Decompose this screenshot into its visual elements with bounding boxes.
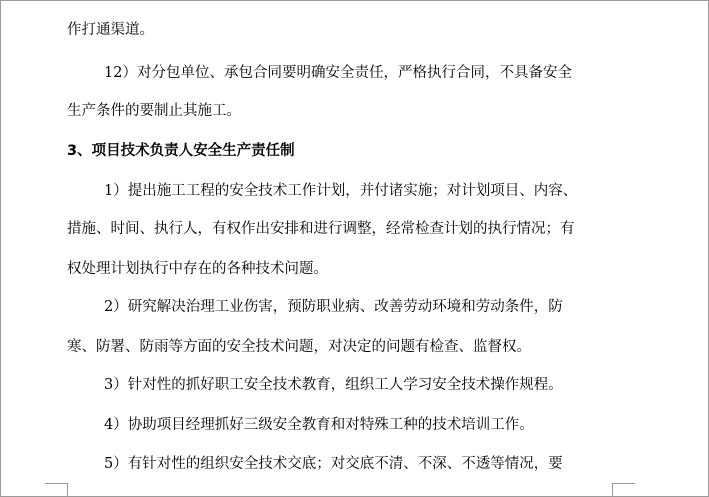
text-line: 5）有针对性的组织安全技术交底；对交底不清、不深、不透等情况，要 [104, 456, 563, 472]
margin-corner-mark [612, 483, 635, 496]
text-line: 寒、防署、防雨等方面的安全技术问题，对决定的问题有检查、监督权。 [67, 339, 531, 355]
section-heading: 3、项目技术负责人安全生产责任制 [67, 143, 295, 159]
text-line: 3）针对性的抓好职工安全技术教育，组织工人学习安全技术操作规程。 [104, 377, 563, 393]
text-line: 12）对分包单位、承包合同要明确安全责任，严格执行合同，不具备安全 [104, 65, 572, 81]
text-line: 1）提出施工工程的安全技术工作计划，并付诸实施；对计划项目、内容、 [104, 183, 578, 199]
margin-corner-mark [45, 483, 68, 496]
text-line: 生产条件的要制止其施工。 [67, 103, 241, 119]
text-line: 作打通渠道。 [67, 22, 154, 38]
text-line: 2）研究解决治理工业伤害，预防职业病、改善劳动环境和劳动条件，防 [104, 299, 563, 315]
text-line: 4）协助项目经理抓好三级安全教育和对特殊工种的技术培训工作。 [104, 417, 534, 433]
text-line: 权处理计划执行中存在的各种技术问题。 [67, 261, 328, 277]
text-line: 措施、时间、执行人，有权作出安排和进行调整，经常检查计划的执行情况；有 [67, 221, 575, 237]
